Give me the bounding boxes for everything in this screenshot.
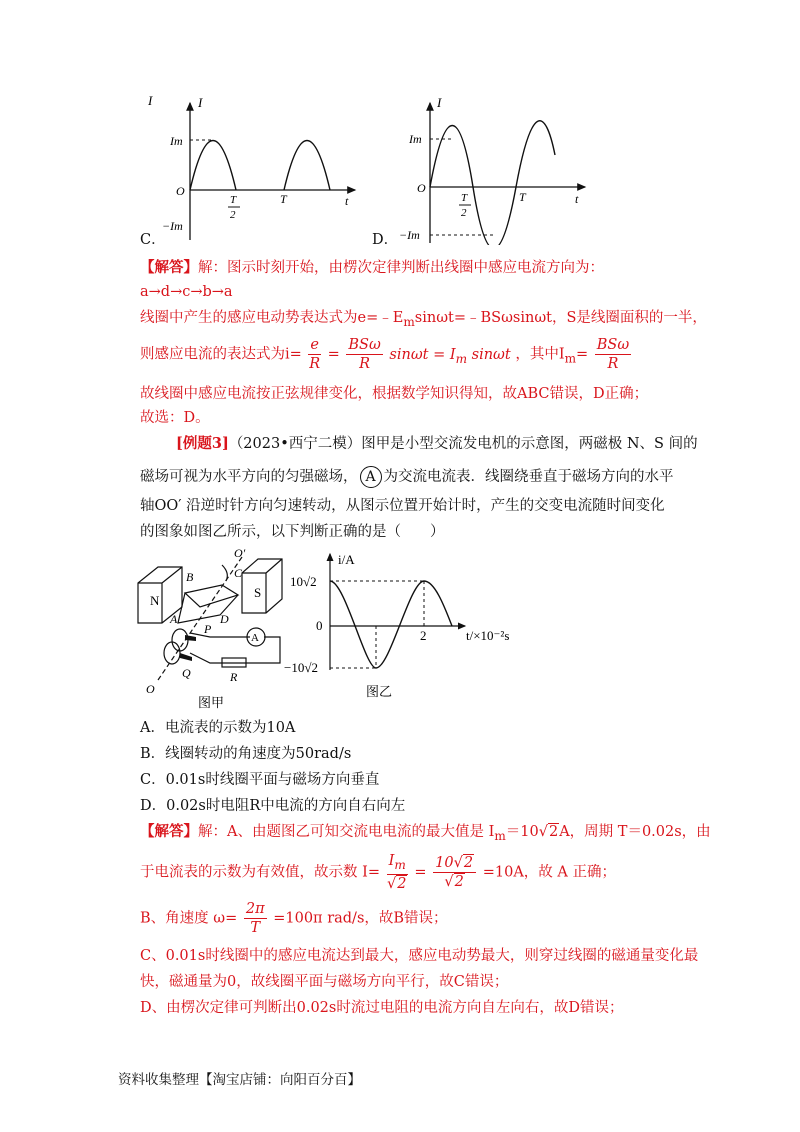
figure-yi-graph bbox=[280, 548, 570, 708]
half-t-num: T bbox=[230, 194, 237, 206]
rectified-curve bbox=[190, 141, 330, 191]
graph-c bbox=[140, 95, 370, 245]
n-pole: N bbox=[150, 593, 160, 608]
answer1-line5: 故线圈中感应电流按正弦规律变化，根据数学知识得知，故ABC错误，D正确； bbox=[140, 386, 649, 402]
option-d-label: D． bbox=[372, 232, 399, 248]
half-t-num: T bbox=[461, 192, 468, 204]
answer2-line2: 于电流表的示数为有效值，故示数 I= $\frac{I_m}{√2}$ = $\frac{10√2}{√2}$ =10A，故 A 正确； bbox=[140, 853, 616, 892]
im-label: Im bbox=[409, 132, 422, 146]
answer2-line3: B、角速度 ω= $\frac{2\pi}{T}$ =100π rad/s，故B错误； bbox=[140, 901, 448, 936]
option-c: C．0.01s时线圈平面与磁场方向垂直 bbox=[140, 772, 380, 788]
caption-jia: 图甲 bbox=[198, 695, 225, 710]
figure-jia-generator bbox=[130, 545, 295, 710]
y-axis-name: I bbox=[437, 95, 442, 110]
answer1-line3: 线圈中产生的感应电动势表达式为$e=﹣E_m\sin\omega t=﹣BS\omega\sin\omega t$，S是线圈面积的一半， bbox=[140, 310, 707, 329]
label-c: C bbox=[234, 566, 243, 580]
ammeter-icon: A bbox=[360, 466, 382, 488]
option-a: A．电流表的示数为10A bbox=[140, 720, 296, 736]
neg-im-label: −Im bbox=[162, 219, 183, 233]
answer1-line1: 【解答】解：图示时刻开始，由楞次定律判断出线圈中感应电流方向为： bbox=[140, 259, 604, 276]
label-r: R bbox=[230, 670, 238, 684]
label-p: P bbox=[204, 622, 212, 636]
label-d: D bbox=[220, 612, 229, 626]
im-label: Im bbox=[170, 134, 183, 148]
neg-im-label: −Im bbox=[399, 228, 420, 242]
answer1-line4: 则感应电流的表达式为i= $\frac{e}{R}$ = $\frac{\text{BSω}}{R}$ $\sin\omega t = I_m$ sinωt ，其中$I_m=$ $\frac{\text{BSω}}{R}$ bbox=[140, 337, 630, 372]
tick-2: 2 bbox=[420, 628, 427, 643]
half-t-den: 2 bbox=[230, 209, 236, 221]
label-o: O bbox=[146, 682, 155, 696]
half-t-den: 2 bbox=[461, 207, 467, 219]
answer2-line5: 快，磁通量为0，故线圈平面与磁场方向平行，故C错误； bbox=[140, 974, 509, 990]
label-b: B bbox=[186, 570, 194, 584]
option-d: D．0.02s时电阻R中电流的方向自右向左 bbox=[140, 798, 406, 814]
example3-line2: 磁场可视为水平方向的匀强磁场， A 为交流电流表．线圈绕垂直于磁场方向的水平 bbox=[140, 466, 674, 488]
footer-note: 资料收集整理【淘宝店铺：向阳百分百】 bbox=[118, 1072, 361, 1088]
x-axis-label: t/×10⁻²s bbox=[466, 628, 510, 643]
t-label: T bbox=[519, 190, 526, 204]
ammeter-symbol: A bbox=[251, 632, 259, 644]
s-pole: S bbox=[254, 585, 262, 600]
option-b: B．线圈转动的角速度为50rad/s bbox=[140, 746, 352, 762]
t-label: T bbox=[280, 192, 287, 206]
caption-yi: 图乙 bbox=[366, 684, 393, 699]
label-a: A bbox=[170, 612, 178, 626]
y-axis-name: I bbox=[198, 95, 203, 110]
current-curve bbox=[330, 581, 452, 668]
answer2-line6: D、由楞次定律可判断出0.02s时流过电阻的电流方向自左向右，故D错误； bbox=[140, 1000, 624, 1016]
example3-line4: 的图象如图乙所示，以下判断正确的是（ ） bbox=[140, 524, 445, 540]
bottom-value: −10√2 bbox=[284, 660, 318, 675]
answer1-line6: 故选：D。 bbox=[140, 410, 210, 426]
y-label: I bbox=[148, 95, 153, 108]
answer2-line1: 【解答】解：A、由题图乙可知交流电电流的最大值是 $I_m=10√2A$，周期 T＝0.02s，由 bbox=[140, 823, 711, 843]
label-o-prime: O′ bbox=[234, 546, 246, 560]
answer1-line2: a→d→c→b→a bbox=[140, 284, 233, 300]
origin-label: O bbox=[417, 181, 426, 195]
example3-line3: 轴OO′ 沿逆时针方向匀速转动，从图示位置开始计时，产生的交变电流随时间变化 bbox=[140, 498, 665, 514]
t-axis-label: t bbox=[345, 194, 349, 208]
graph-d bbox=[385, 95, 595, 245]
label-q: Q bbox=[182, 666, 191, 680]
origin-label: O bbox=[176, 184, 185, 198]
zero-label: 0 bbox=[316, 618, 323, 633]
answer2-line4: C、0.01s时线圈中的感应电流达到最大，感应电动势最大，则穿过线圈的磁通量变化最 bbox=[140, 948, 699, 964]
option-c-label: C． bbox=[140, 232, 166, 248]
top-value: 10√2 bbox=[290, 574, 317, 589]
example3-line1: [例题3]（2023•西宁二模）图甲是小型交流发电机的示意图，两磁极 N、S 间的 bbox=[176, 435, 698, 452]
t-axis-label: t bbox=[575, 192, 579, 206]
y-axis-label: i/A bbox=[338, 552, 355, 567]
